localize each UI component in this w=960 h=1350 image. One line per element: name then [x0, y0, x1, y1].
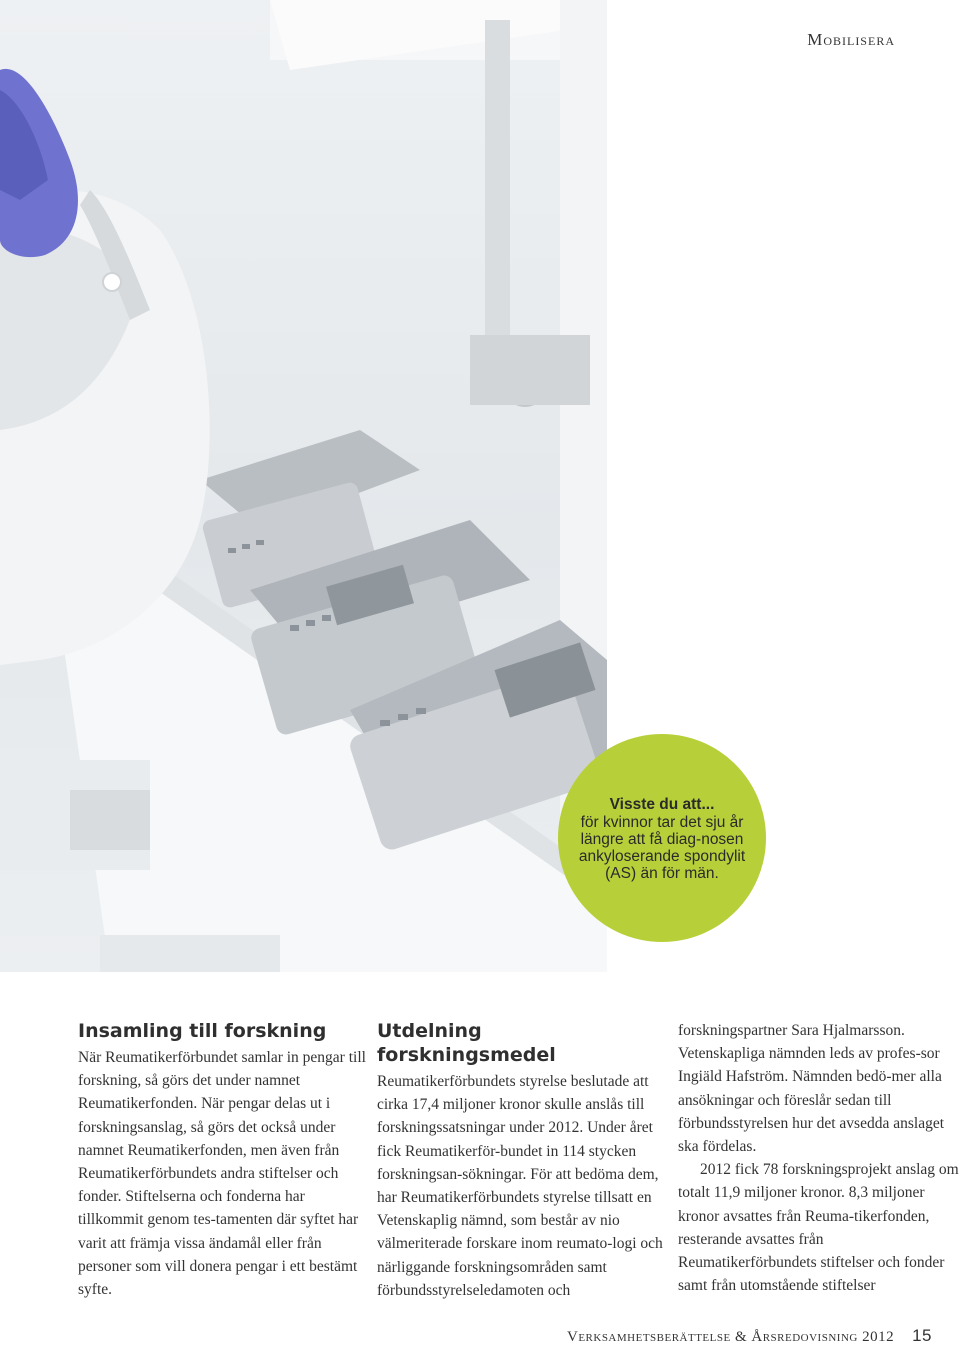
body-continued-1: forskningspartner Sara Hjalmarsson. Vetenskapliga nämnden leds av profes-sor Ingiäld Hafström. Nämnden bedö-mer alla ansökningar och föreslår sedan till förbundsstyrelsen hur det avsedda anslaget ska fördelas. [678, 1022, 945, 1156]
lab-photo [0, 0, 607, 972]
column-utdelning [377, 1019, 665, 1302]
footer-title: Verksamhetsberättelse & Årsredovisning 2012 [566, 1329, 895, 1345]
callout-text: för kvinnor tar det sju år längre att få diag-nosen ankyloserande spondylit (AS) än för män. [578, 813, 746, 882]
did-you-know-callout [558, 734, 766, 942]
body-utdelning: Reumatikerförbundets styrelse beslutade att cirka 17,4 miljoner kronor skulle anslås till forskningssatsningar under 2012. Under året fick Reumatikerför-bundet in 114 stycken forskningsan-sökningar. För att bedöma dem, har Reumatikerförbundets styrelse tillsatt en Vetenskaplig nämnd, som består av nio välmeriterade forskare inom reumato-logi och närliggande forskningsområden samt förbundsstyrelseledamoten och [377, 1073, 663, 1299]
page-footer [567, 1326, 932, 1346]
column-insamling [78, 1019, 366, 1301]
section-header: Mobilisera [807, 30, 895, 49]
column-continued [678, 1019, 960, 1297]
body-insamling: När Reumatikerförbundet samlar in pengar till forskning, så görs det under namnet Reumatikerfonden. När pengar delas ut i forskningsanslag, så görs det också under namnet Reumatikerfonden, men även från Reumatikerförbundets andra stiftelser och fonder. Stiftelserna och fonderna har tillkommit genom tes-tamenten där syftet har varit att främja vissa ändamål eller från personer som vill donera pengar i ett bestämt syfte. [78, 1049, 366, 1299]
lab-machines-illustration [0, 0, 607, 972]
body-continued-2: 2012 fick 78 forskningsprojekt anslag om totalt 11,9 miljoner kronor. 8,3 miljoner kronor avsattes från Reuma-tikerfonden, resterande avsattes från Reumatikerförbundets stiftelser och fonder samt från utomstående stiftelser [678, 1161, 959, 1295]
heading-utdelning: Utdelning forskningsmedel [377, 1020, 556, 1066]
page-number: 15 [912, 1326, 932, 1345]
heading-insamling: Insamling till forskning [78, 1020, 327, 1042]
callout-title: Visste du att... [609, 795, 715, 813]
